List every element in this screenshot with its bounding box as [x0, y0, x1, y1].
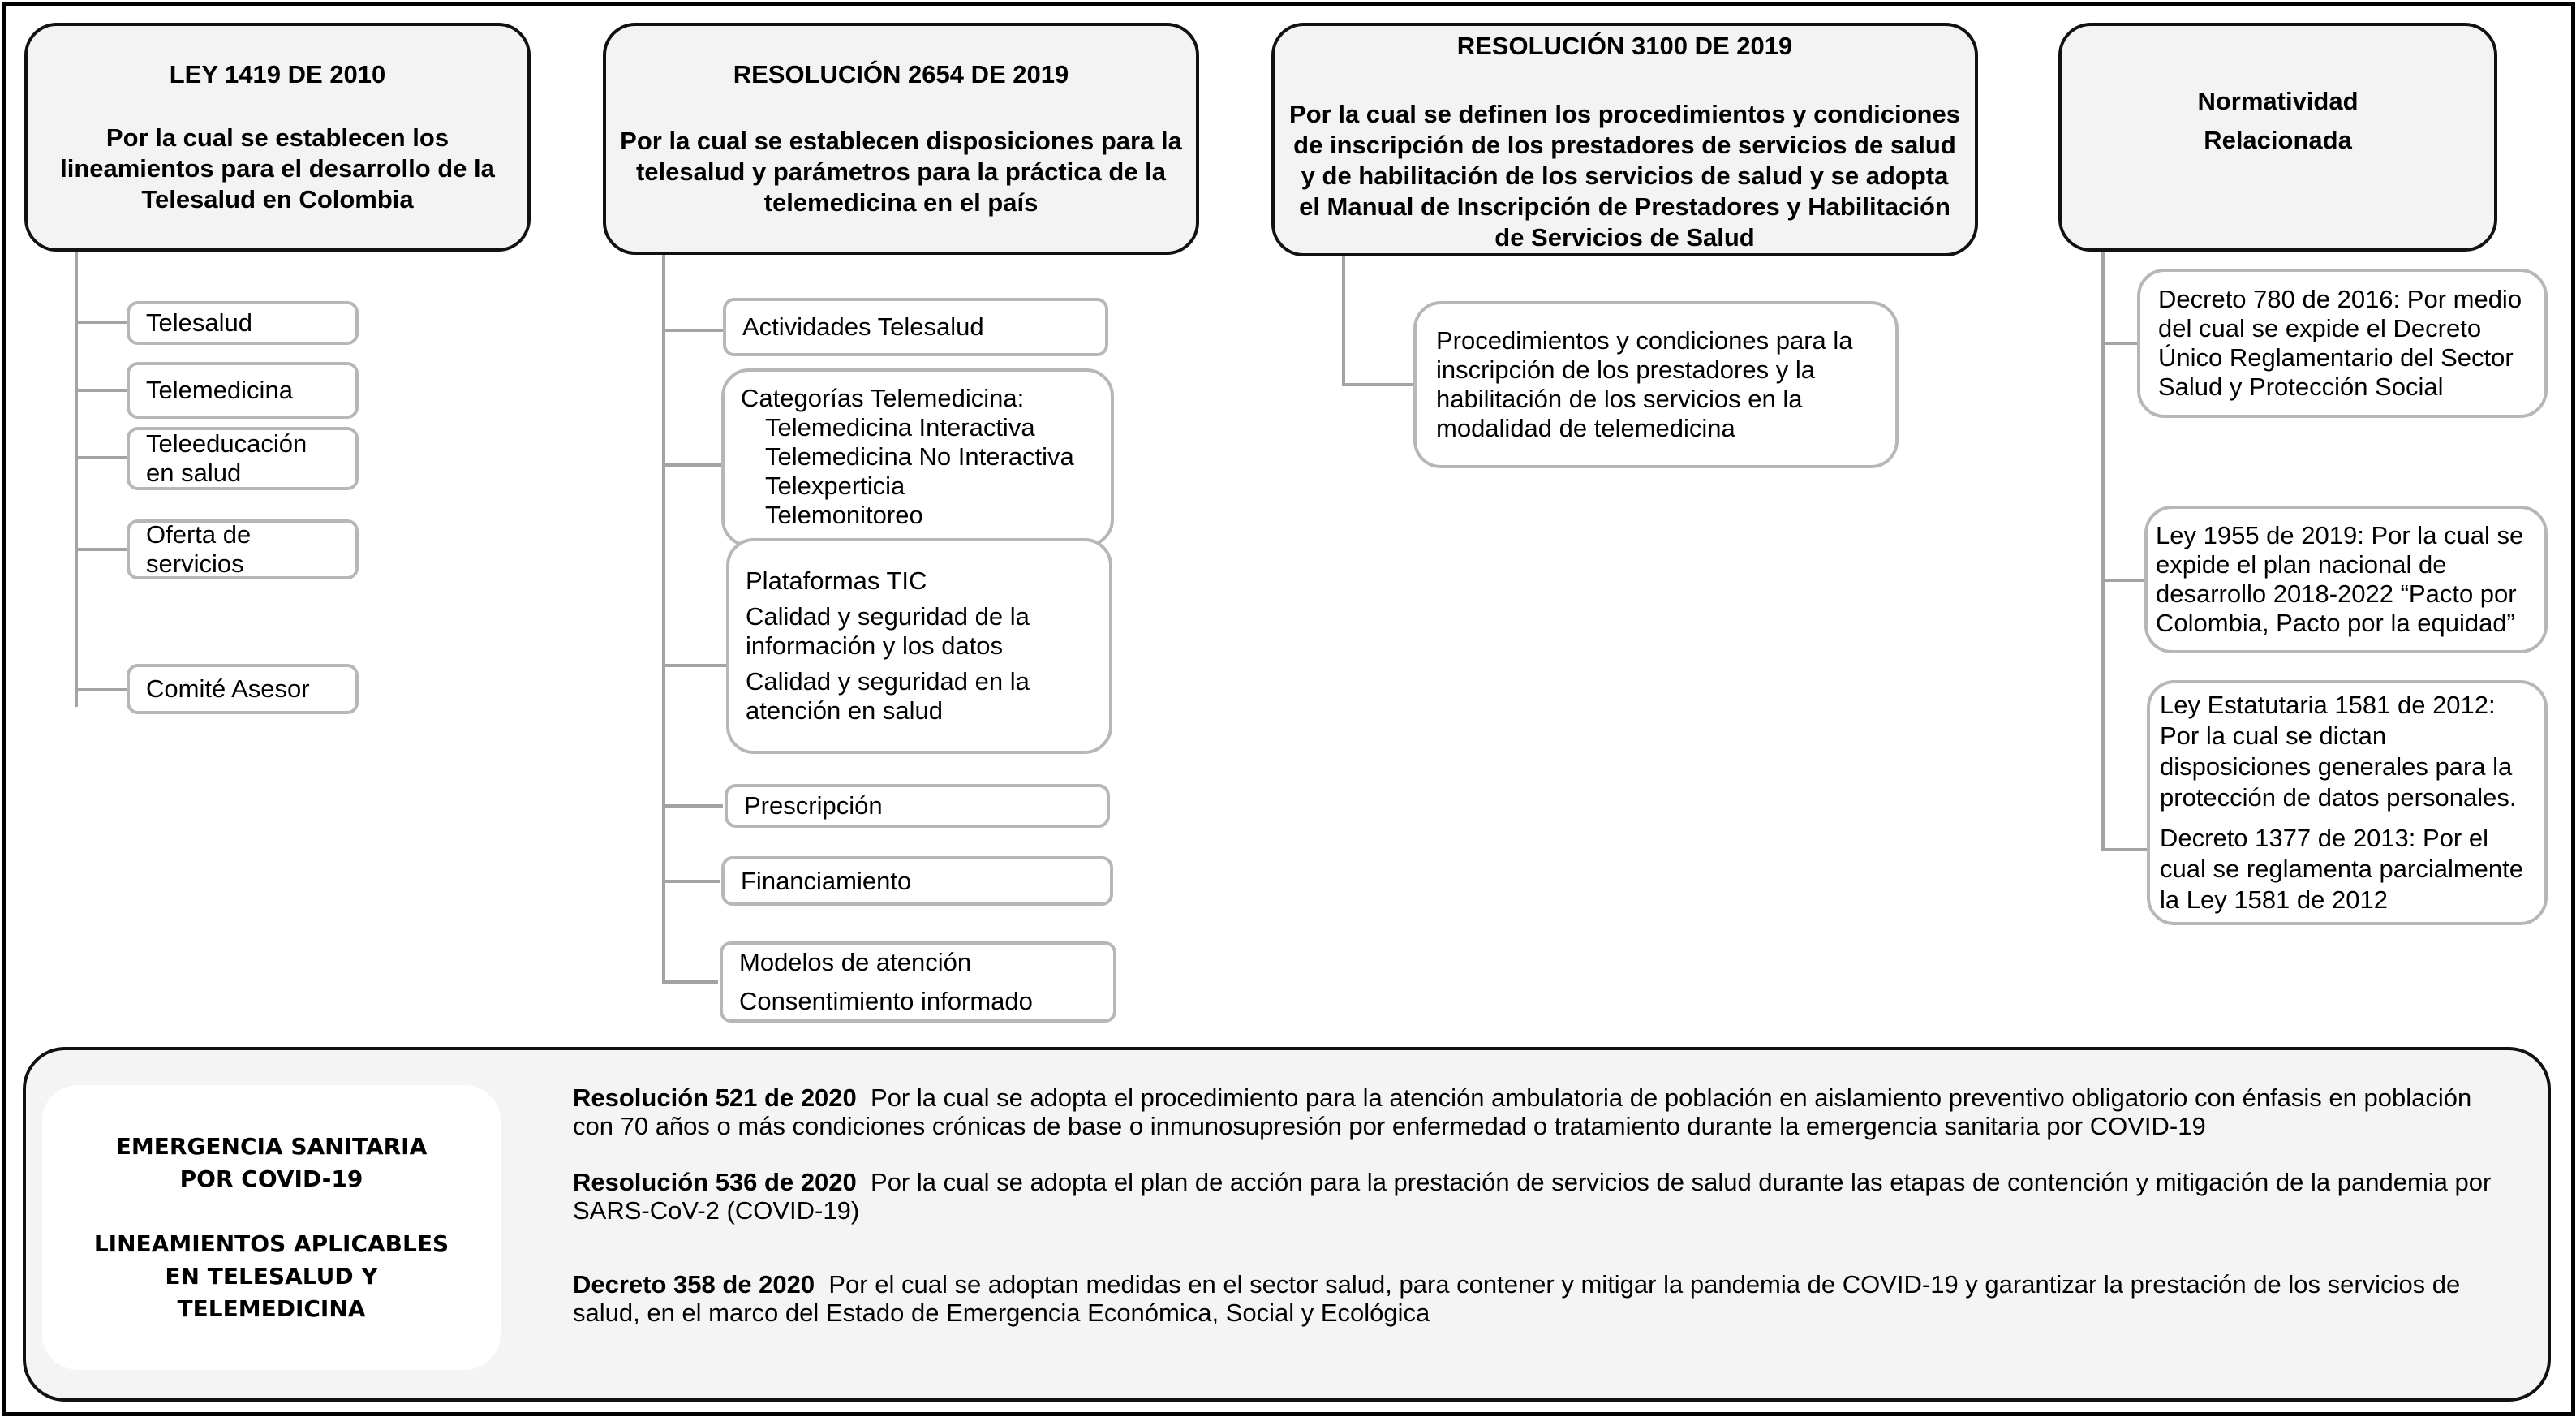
connector-branch: [2101, 342, 2138, 345]
connector-branch: [75, 321, 127, 324]
connector-branch: [662, 980, 718, 984]
item-telesalud: Telesalud: [127, 301, 359, 345]
item-decreto-780: Decreto 780 de 2016: Por medio del cual se expide el Decreto Único Reglamentario del Sector Salud y Protección Social: [2137, 269, 2548, 418]
norm-resolucion-521: [573, 1083, 2504, 1140]
item-oferta-servicios: Oferta de servicios: [127, 519, 359, 579]
connector-branch: [662, 664, 726, 667]
header-title: LEY 1419 DE 2010: [169, 60, 386, 88]
header-normatividad: [2058, 23, 2497, 252]
header-resolucion-2654: [603, 23, 1199, 255]
item-actividades-telesalud: Actividades Telesalud: [723, 298, 1108, 356]
covid-title-box: [42, 1085, 501, 1370]
norm-text: Por la cual se adopta el procedimiento para la atención ambulatoria de población en aislamiento preventivo obligatorio con énfasis en población con 70 años o más condiciones crónicas de base o inmunosupresión por enfermedad o tratamiento durante la emergencia sanitaria por COVID-19: [573, 1083, 2472, 1140]
item-financiamiento: Financiamiento: [721, 856, 1113, 906]
norm-text: Por el cual se adoptan medidas en el sector salud, para contener y mitigar la pandemia de COVID-19 y garantizar la prestación de los servicios de salud, en el marco del Estado de Emergencia Económica, Social y Ecológica: [573, 1270, 2461, 1327]
category-interactiva: Telemedicina Interactiva: [765, 413, 1035, 441]
item-categorias-telemedicina: Categorías Telemedicina: Telemedicina Interactiva Telemedicina No Interactiva Telexperticia Telemonitoreo: [721, 368, 1114, 547]
header-title: Normatividad: [2197, 87, 2359, 115]
norm-ref: Resolución 536 de 2020: [573, 1168, 857, 1196]
connector-vertical: [662, 255, 665, 983]
covid-norms-list: [573, 1083, 2504, 1327]
norm-text: Por la cual se adopta el plan de acción para la prestación de servicios de salud durante las etapas de contención y mitigación de la pandemia por SARS-CoV-2 (COVID-19): [573, 1168, 2492, 1225]
norm-decreto-358: [573, 1270, 2504, 1327]
connector-branch: [662, 329, 723, 332]
connector-branch: [75, 688, 127, 691]
connector-branch: [662, 804, 723, 808]
connector-branch: [75, 456, 127, 459]
header-subtitle: Por la cual se establecen los lineamientos para el desarrollo de la Telesalud en Colombia: [60, 123, 495, 213]
header-title: RESOLUCIÓN 2654 DE 2019: [733, 60, 1069, 88]
header-title: RESOLUCIÓN 3100 DE 2019: [1456, 32, 1793, 60]
header-resolucion-3100: [1271, 23, 1978, 256]
connector-vertical: [1342, 256, 1345, 386]
item-prescripcion: Prescripción: [725, 784, 1110, 828]
norm-resolucion-536: [573, 1168, 2504, 1225]
connector-branch: [75, 548, 127, 551]
header-subtitle: Por la cual se establecen disposiciones para la telesalud y parámetros para la práctica de la telemedicina en el país: [620, 127, 1182, 217]
item-modelos-consentimiento: Modelos de atención Consentimiento informado: [720, 941, 1116, 1023]
item-ley-1581-decreto-1377: Ley Estatutaria 1581 de 2012: Por la cual se dictan disposiciones generales para la protección de datos personales. Decreto 1377 de 2013: Por el cual se reglamenta parcialmente la Ley 1581 de 2012: [2147, 680, 2548, 925]
covid-title-lineamientos: LINEAMIENTOS APLICABLES EN TELESALUD Y TELEMEDICINA: [93, 1230, 449, 1322]
item-plataformas-tic: Plataformas TIC Calidad y seguridad de la información y los datos Calidad y seguridad en la atención en salud: [726, 538, 1112, 754]
norm-ref: Decreto 358 de 2020: [573, 1270, 815, 1299]
item-comite-asesor: Comité Asesor: [127, 664, 359, 714]
item-teleeducacion: Teleeducación en salud: [127, 427, 359, 490]
connector-branch: [662, 463, 723, 467]
connector-branch: [2101, 848, 2148, 851]
header-subtitle: Por la cual se definen los procedimientos y condiciones de inscripción de los prestadores de servicios de salud y de habilitación de los servicios de salud y se adopta el Manual de Inscripción de Prestadores y Habilitación de Servicios de Salud: [1289, 100, 1960, 252]
header-subtitle: Relacionada: [2204, 126, 2352, 154]
category-no-interactiva: Telemedicina No Interactiva: [765, 442, 1074, 471]
covid-title-emergencia: EMERGENCIA SANITARIA POR COVID-19: [115, 1132, 428, 1192]
header-ley-1419: [24, 23, 531, 252]
connector-branch: [2101, 579, 2144, 582]
item-procedimientos-inscripcion: Procedimientos y condiciones para la inscripción de los prestadores y la habilitación de los servicios en la modalidad de telemedicina: [1413, 301, 1899, 468]
norm-ref: Resolución 521 de 2020: [573, 1083, 857, 1112]
connector-branch: [75, 389, 127, 392]
category-telemonitoreo: Telemonitoreo: [765, 501, 923, 529]
item-telemedicina: Telemedicina: [127, 362, 359, 419]
connector-branch: [662, 880, 720, 883]
category-telexperticia: Telexperticia: [765, 472, 905, 500]
connector-branch: [1342, 383, 1413, 386]
item-ley-1955: Ley 1955 de 2019: Por la cual se expide el plan nacional de desarrollo 2018-2022 “Pacto por Colombia, Pacto por la equidad”: [2144, 506, 2548, 653]
